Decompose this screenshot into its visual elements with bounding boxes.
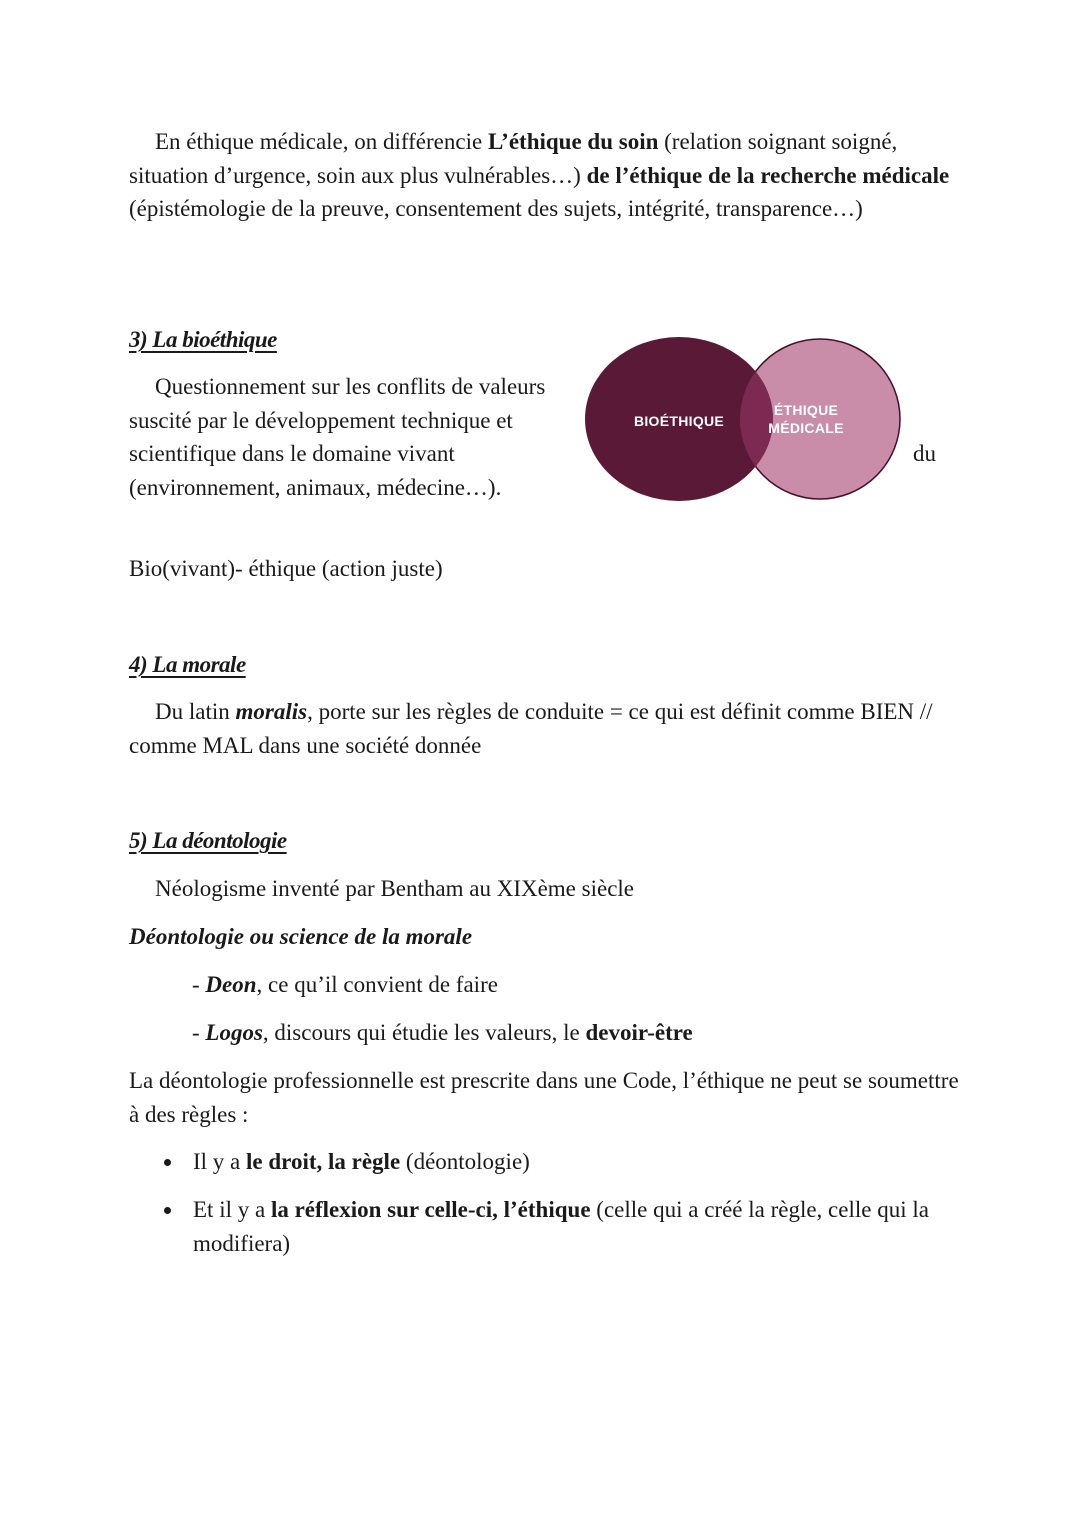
deon-rest: , ce qu’il convient de faire bbox=[256, 972, 498, 997]
morale-text-2: , porte sur les règles de conduite = ce qui est définit comme BIEN // comme MAL dans une société donnée bbox=[129, 699, 933, 758]
bullet-list-item bbox=[129, 1193, 959, 1260]
deon-dash: - bbox=[192, 972, 206, 997]
deon-item bbox=[192, 968, 498, 1002]
logos-word: Logos bbox=[205, 1020, 263, 1045]
intro-text-1: En éthique médicale, on différencie bbox=[155, 129, 488, 154]
venn-right-label-1: ÉTHIQUE bbox=[773, 402, 839, 418]
bullet-1-text-1: Il y a bbox=[193, 1149, 247, 1174]
morale-text-1: Du latin bbox=[155, 699, 236, 724]
logos-bold-devoir-etre: devoir-être bbox=[585, 1020, 693, 1045]
heading-bioethique: 3) La bioéthique bbox=[129, 327, 277, 352]
deontologie-professionnelle: La déontologie professionnelle est prescrite dans une Code, l’éthique ne peut se soumettre à des règles : bbox=[129, 1068, 959, 1127]
bioethique-du-text: du bbox=[913, 441, 936, 466]
venn-right-label-2: MÉDICALE bbox=[768, 420, 844, 436]
bullet-list-item bbox=[129, 1145, 959, 1179]
logos-dash: - bbox=[192, 1020, 206, 1045]
bullet-2-text-2: (celle qui a créé la règle, celle qui la modifiera) bbox=[193, 1197, 929, 1256]
heading-morale: 4) La morale bbox=[129, 652, 246, 677]
deontologie-science-morale: Déontologie ou science de la morale bbox=[129, 924, 473, 949]
bioethique-paragraph: Questionnement sur les conflits de valeurs suscité par le développement technique et scientifique dans le domaine vivant (environnement, animaux, médecine…). bbox=[129, 374, 546, 500]
bullet-1-text-2: (déontologie) bbox=[400, 1149, 530, 1174]
bullet-reflexion bbox=[129, 1193, 959, 1260]
bullet-dot-icon bbox=[164, 1159, 171, 1166]
intro-text-3: (épistémologie de la preuve, consentement des sujets, intégrité, transparence…) bbox=[129, 196, 863, 221]
bioethique-definition: Bio(vivant)- éthique (action juste) bbox=[129, 556, 443, 581]
deon-word: Deon bbox=[205, 972, 257, 997]
intro-paragraph bbox=[129, 125, 959, 226]
bullet-2-bold: la réflexion sur celle-ci, l’éthique bbox=[270, 1197, 591, 1222]
logos-rest: , discours qui étudie les valeurs, le bbox=[262, 1020, 586, 1045]
venn-left-label: BIOÉTHIQUE bbox=[633, 413, 725, 429]
bullet-2-text-1: Et il y a bbox=[193, 1197, 271, 1222]
bullet-droit bbox=[129, 1145, 959, 1179]
bullet-dot-icon bbox=[164, 1207, 171, 1214]
intro-bold-ethique-recherche: de l’éthique de la recherche médicale bbox=[586, 162, 950, 188]
logos-item bbox=[192, 1016, 693, 1050]
bullet-1-bold: le droit, la règle bbox=[246, 1149, 401, 1174]
morale-paragraph bbox=[129, 695, 959, 762]
intro-bold-ethique-soin: L’éthique du soin bbox=[487, 129, 659, 154]
intro-text-2: (relation soignant soigné, situation d’urgence, soin aux plus vulnérables…) bbox=[129, 129, 898, 188]
heading-deontologie: 5) La déontologie bbox=[129, 828, 287, 853]
morale-latin-word: moralis bbox=[235, 699, 308, 724]
venn-diagram bbox=[584, 335, 902, 503]
deontologie-neologisme: Néologisme inventé par Bentham au XIXème siècle bbox=[155, 876, 635, 901]
